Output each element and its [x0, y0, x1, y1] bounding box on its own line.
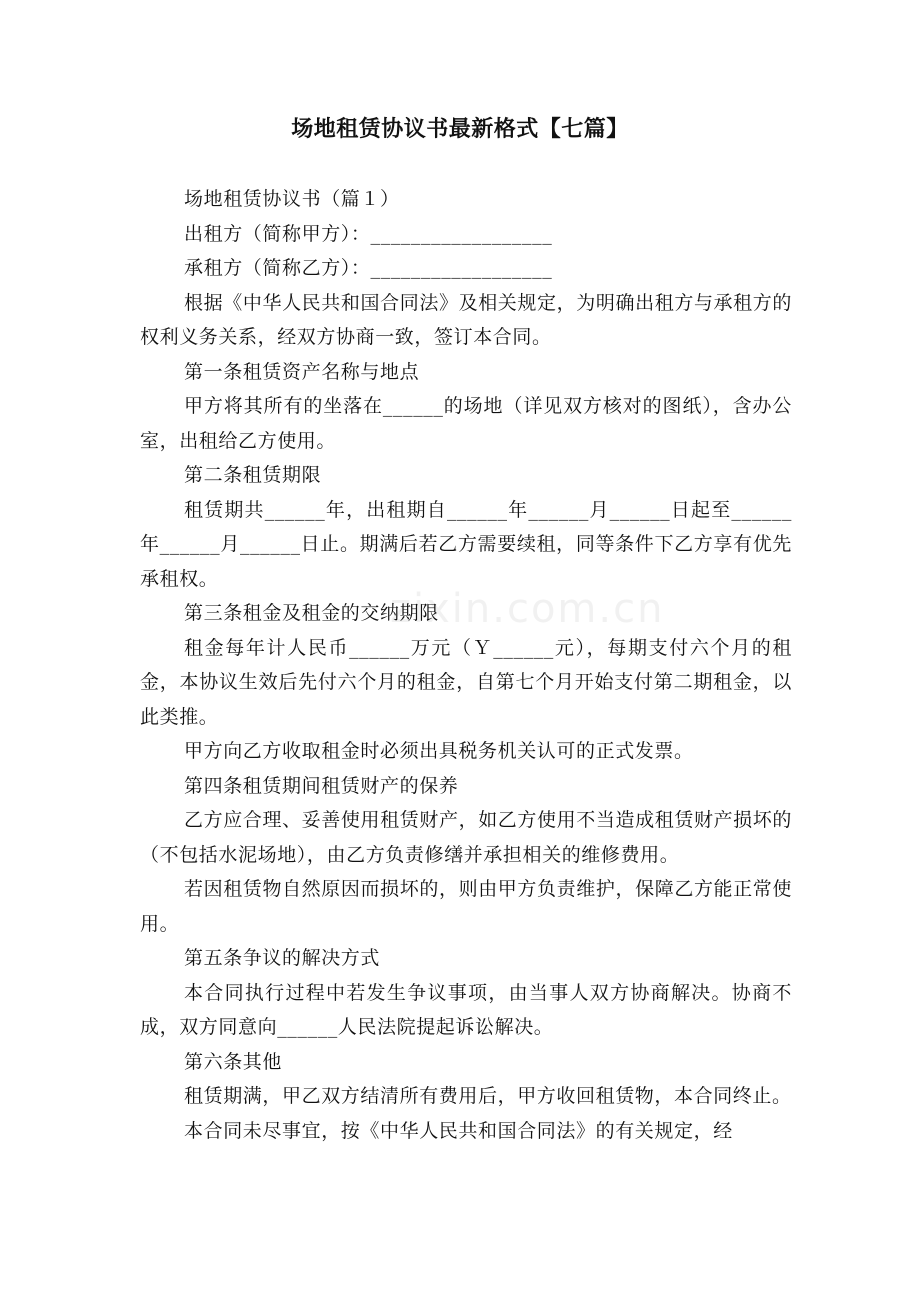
watermark: zixin.com.cn: [390, 586, 665, 632]
document-title: 场地租赁协议书最新格式【七篇】: [291, 117, 629, 142]
paragraph-preamble: 根据《中华人民共和国合同法》及相关规定，为明确出租方与承租方的权利义务关系，经双方协商一致，签订本合同。: [140, 291, 792, 348]
article-5-text: 本合同执行过程中若发生争议事项，由当事人双方协商解决。协商不成，双方同意向______人民法院提起诉讼解决。: [140, 981, 792, 1038]
paragraph-section-heading: 场地租赁协议书（篇１）: [184, 188, 400, 210]
article-4-heading: 第四条租赁期间租赁财产的保养: [184, 774, 459, 797]
paragraph-lessee: 承租方（简称乙方）：__________________: [184, 257, 553, 279]
article-2-heading: 第二条租赁期限: [184, 464, 322, 486]
document-body: [140, 182, 792, 1148]
article-6-remaining: 本合同未尽事宜，按《中华人民共和国合同法》的有关规定，经: [184, 1119, 733, 1142]
article-6-text: 租赁期满，甲乙双方结清所有费用后，甲方收回租赁物，本合同终止。: [184, 1085, 792, 1107]
article-6-heading: 第六条其他: [184, 1050, 283, 1073]
article-1-heading: 第一条租赁资产名称与地点: [184, 360, 420, 383]
article-2-text: 租赁期共______年，出租期自______年______月______日起至______年______月______日止。期满后若乙方需要续租，同等条件下乙方享有优先承租权。: [140, 498, 792, 590]
article-3-heading: 第三条租金及租金的交纳期限: [184, 602, 439, 624]
article-4-text: 乙方应合理、妥善使用租赁财产，如乙方使用不当造成租赁财产损坏的（不包括水泥场地），由乙方负责修缮并承担相关的维修费用。: [140, 809, 792, 866]
article-1-text: 甲方将其所有的坐落在______的场地（详见双方核对的图纸），含办公室，出租给乙方使用。: [140, 395, 792, 452]
paragraph-lessor: 出租方（简称甲方）：__________________: [184, 222, 553, 245]
article-3-invoice: 甲方向乙方收取租金时必须出具税务机关认可的正式发票。: [184, 740, 694, 762]
article-4-natural-damage: 若因租赁物自然原因而损坏的，则由甲方负责维护，保障乙方能正常使用。: [140, 878, 792, 935]
article-5-heading: 第五条争议的解决方式: [184, 947, 381, 969]
article-3-text: 租金每年计人民币______万元（Ｙ______元），每期支付六个月的租金，本协议生效后先付六个月的租金，自第七个月开始支付第二期租金，以此类推。: [140, 636, 792, 728]
